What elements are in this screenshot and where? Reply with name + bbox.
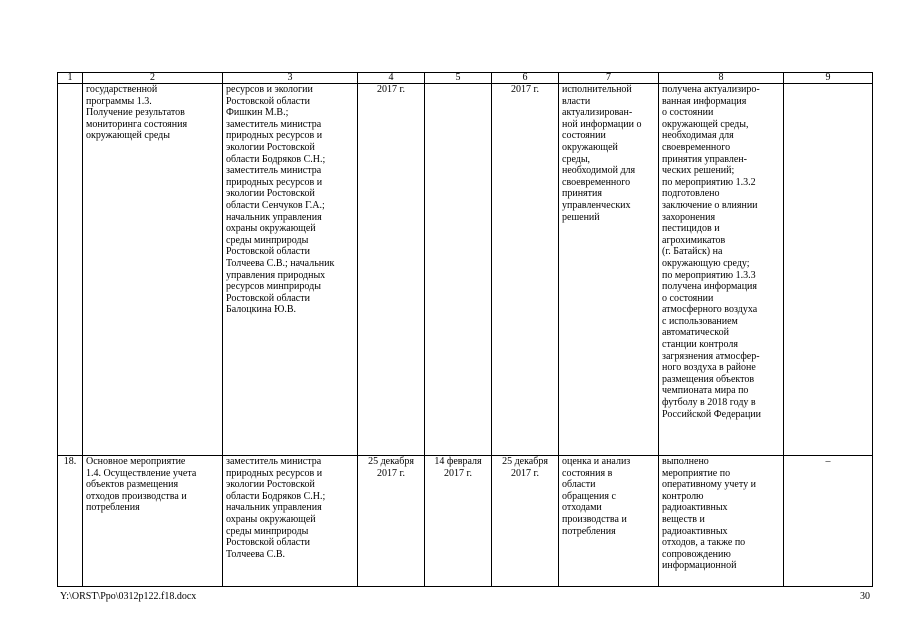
header-cell: 8 — [659, 73, 784, 84]
cell-line: ресурсов и экологии — [226, 84, 313, 95]
header-cell: 4 — [358, 73, 425, 84]
header-row — [58, 73, 873, 84]
page-number: 30 — [860, 591, 870, 602]
planned-date-cell — [358, 456, 425, 587]
actual-result-cell — [659, 84, 784, 456]
cell-line: управления природных — [226, 269, 326, 281]
cell-line: – — [825, 456, 831, 467]
planned-result-cell — [559, 456, 659, 587]
cell-line: сопровождению — [662, 548, 731, 560]
cell-line: исполнительной — [562, 84, 632, 95]
cell-line: производства и — [562, 513, 627, 525]
cell-line: области Бодряков С.Н.; — [226, 153, 326, 165]
cell-line: государственной — [86, 84, 158, 95]
cell-line: Основное мероприятие — [86, 456, 186, 467]
cell-line: состоянии — [562, 130, 606, 142]
cell-line: 25 декабря — [502, 456, 548, 467]
cell-line: окружающей — [562, 141, 618, 153]
cell-line: 2017 г. — [511, 84, 539, 95]
cell-line: актуализирован- — [562, 107, 633, 119]
cell-line: состояния в — [562, 467, 613, 479]
cell-line: контролю — [662, 490, 704, 502]
cell-line: Балоцкина Ю.В. — [226, 304, 297, 316]
header-cell: 2 — [83, 73, 223, 84]
file-path-footer: Y:\ORST\Ppo\0312p122.f18.docx — [60, 591, 197, 602]
cell-line: размещения объектов — [662, 373, 755, 385]
cell-line: получена актуализиро- — [662, 84, 760, 95]
cell-line: среды минприроды — [226, 234, 309, 246]
cell-line: ресурсов минприроды — [226, 281, 321, 293]
row-number-cell — [58, 84, 83, 456]
cell-line: отходов производства и — [86, 490, 187, 502]
cell-line: о состоянии — [662, 107, 714, 119]
cell-line: оценка и анализ — [562, 456, 631, 467]
cell-line: Российской Федерации — [662, 408, 762, 420]
cell-line: потребления — [562, 525, 616, 537]
cell-line: захоронения — [662, 211, 716, 223]
cell-line: 2017 г. — [377, 84, 405, 95]
cell-line: программы 1.3. — [86, 95, 152, 107]
cell-line: автоматической — [662, 327, 729, 339]
cell-line: среды минприроды — [226, 525, 309, 537]
header-cell: 7 — [559, 73, 659, 84]
cell-line: природных ресурсов и — [226, 130, 323, 142]
table-row-18 — [58, 456, 873, 587]
cell-line: 2017 г. — [444, 467, 472, 479]
reason-cell — [784, 456, 873, 587]
cell-line: Ростовской области — [226, 292, 310, 304]
row-number-cell — [58, 456, 83, 587]
cell-line: экологии Ростовской — [226, 141, 315, 153]
cell-line: своевременного — [662, 141, 731, 153]
cell-line: необходимой для — [562, 165, 636, 177]
plan-table — [57, 72, 873, 587]
cell-line: экологии Ростовской — [226, 188, 315, 200]
cell-line: 2017 г. — [377, 467, 405, 479]
cell-line: Фишкин М.В.; — [226, 107, 289, 119]
cell-line: Ростовской области — [226, 537, 310, 549]
cell-line: ного воздуха в районе — [662, 362, 756, 374]
cell-line: заместитель министра — [226, 165, 322, 177]
cell-line: решений — [562, 211, 600, 223]
cell-line: области Бодряков С.Н.; — [226, 490, 326, 502]
cell-line: начальник управления — [226, 502, 322, 514]
table-row-continued — [58, 84, 873, 456]
cell-line: заключение о влиянии — [662, 199, 758, 211]
event-name-cell — [83, 456, 223, 587]
cell-line: среды, — [562, 153, 591, 165]
cell-line: станции контроля — [662, 339, 738, 351]
planned-date-cell — [358, 84, 425, 456]
cell-line: о состоянии — [662, 292, 714, 304]
cell-line: охраны окружающей — [226, 513, 316, 525]
cell-line: 2017 г. — [511, 467, 539, 479]
header-cell: 5 — [425, 73, 492, 84]
cell-line: Ростовской области — [226, 95, 310, 107]
cell-line: окружающую среду; — [662, 257, 750, 269]
cell-line: по мероприятию 1.3.3 — [662, 269, 756, 281]
end-date-cell — [492, 84, 559, 456]
cell-line: отходами — [562, 502, 602, 514]
cell-line: своевременного — [562, 176, 631, 188]
cell-line: окружающей среды — [86, 130, 170, 142]
cell-line: Толчеева С.В. — [226, 548, 285, 560]
cell-line: радиоактивных — [662, 525, 728, 537]
cell-line: атмосферного воздуха — [662, 304, 758, 316]
header-cell: 6 — [492, 73, 559, 84]
cell-line: информационной — [662, 560, 737, 572]
actual-start-date-cell — [425, 84, 492, 456]
header-cell: 9 — [784, 73, 873, 84]
header-cell: 1 — [58, 73, 83, 84]
cell-line: области Сенчуков Г.А.; — [226, 199, 325, 211]
event-name-cell — [83, 84, 223, 456]
cell-line: природных ресурсов и — [226, 176, 323, 188]
cell-line: необходимая для — [662, 130, 734, 142]
cell-line: отходов, а также по — [662, 537, 746, 549]
cell-line: (г. Батайск) на — [662, 246, 723, 258]
responsible-cell — [223, 456, 358, 587]
reason-cell — [784, 84, 873, 456]
cell-line: оперативному учету и — [662, 479, 756, 491]
cell-line: окружающей среды, — [662, 118, 749, 130]
cell-line: радиоактивных — [662, 502, 728, 514]
planned-result-cell — [559, 84, 659, 456]
cell-line: ванная информация — [662, 95, 747, 107]
cell-line: мониторинга состояния — [86, 118, 188, 130]
cell-line: 1.4. Осуществление учета — [86, 467, 197, 479]
cell-line: веществ и — [662, 513, 705, 525]
cell-line: выполнено — [662, 456, 709, 467]
cell-line: потребления — [86, 502, 140, 514]
cell-line: Ростовской области — [226, 246, 310, 258]
cell-line: подготовлено — [662, 188, 720, 200]
cell-line: ческих решений; — [662, 165, 735, 177]
end-date-cell — [492, 456, 559, 587]
header-cell: 3 — [223, 73, 358, 84]
actual-start-date-cell — [425, 456, 492, 587]
cell-line: области — [562, 479, 596, 491]
cell-line: экологии Ростовской — [226, 479, 315, 491]
cell-line: футболу в 2018 году в — [662, 397, 756, 409]
cell-line: с использованием — [662, 315, 738, 327]
cell-line: Получение результатов — [86, 107, 185, 119]
cell-line: природных ресурсов и — [226, 467, 323, 479]
cell-line: 18. — [63, 456, 77, 467]
cell-line: принятия управлен- — [662, 153, 747, 165]
actual-result-cell — [659, 456, 784, 587]
cell-line: 25 декабря — [368, 456, 414, 467]
cell-line: по мероприятию 1.3.2 — [662, 176, 756, 188]
cell-line: мероприятие по — [662, 467, 731, 479]
cell-line: охраны окружающей — [226, 223, 316, 235]
cell-line: принятия — [562, 188, 602, 200]
cell-line: объектов размещения — [86, 479, 179, 491]
cell-line: чемпионата мира по — [662, 385, 749, 397]
cell-line: власти — [562, 95, 591, 107]
cell-line: ной информации о — [562, 118, 642, 130]
cell-line: обращения с — [562, 490, 616, 502]
cell-line: получена информация — [662, 281, 757, 293]
cell-line: пестицидов и — [662, 223, 720, 235]
cell-line: заместитель министра — [226, 118, 322, 130]
cell-line: заместитель министра — [226, 456, 322, 467]
cell-line: агрохимикатов — [662, 234, 726, 246]
cell-line: Толчеева С.В.; начальник — [226, 257, 335, 269]
responsible-cell — [223, 84, 358, 456]
cell-line: загрязнения атмосфер- — [662, 350, 760, 362]
cell-line: управленческих — [562, 199, 631, 211]
cell-line: начальник управления — [226, 211, 322, 223]
cell-line: 14 февраля — [434, 456, 482, 467]
